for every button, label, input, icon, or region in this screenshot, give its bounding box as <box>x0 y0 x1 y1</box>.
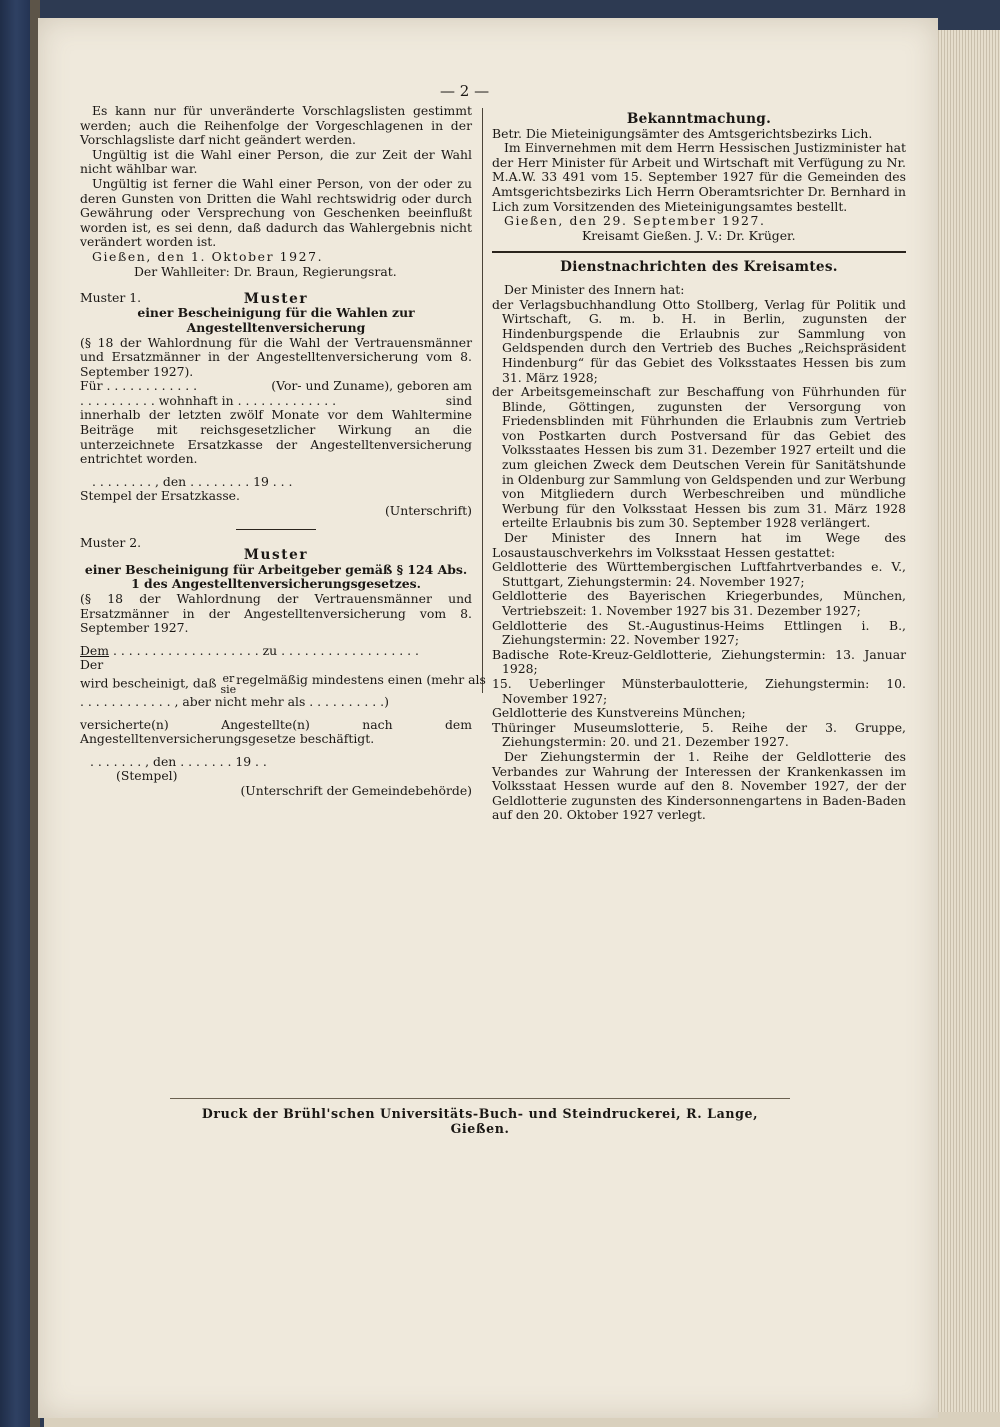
paragraph-invalid-1: Ungültig ist die Wahl einer Person, die zur Zeit der Wahl nicht wählbar war. <box>80 146 472 177</box>
lotterie-item-3: Geldlotterie des St.-Augustinus-Heims Ettlingen i. B., Ziehungstermin: 22. November 1927; <box>492 617 906 648</box>
aber-label: , aber nicht mehr als <box>174 693 306 709</box>
muster1-subtitle: einer Bescheinigung für die Wahlen zur Angestelltenversicherung <box>137 305 415 335</box>
muster2-date-line: . . . . . . . , den . . . . . . . 19 . . <box>90 753 267 769</box>
dienst-item-stollberg: der Verlagsbuchhandlung Otto Stollberg, Verlag für Politik und Wirtschaft, G. m. b. H. in Berlin, zugunsten der Hindenburgspende die Erlaubnis zur Sammlung von Geldspenden durch den Vertrieb des Buches „Reichspräsident Hindenburg“ für das Gebiet des Volksstaates Hessen bis zum 31. März 1928; <box>492 296 906 385</box>
dienstnachrichten-title: Dienstnachrichten des Kreisamtes. <box>560 259 838 276</box>
fuer-label: Für <box>80 378 103 394</box>
er-label: er <box>222 671 235 685</box>
left-column <box>80 103 486 799</box>
lotterie-item-1: Geldlotterie des Württembergischen Luftfahrtverbandes e. V., Stuttgart, Ziehungstermin: 24. November 1927; <box>492 559 906 589</box>
muster1-label: Muster 1. <box>80 290 142 306</box>
lotterie-intro: Der Minister des Innern hat im Wege des Losaustauschverkehrs im Volksstaat Hessen gestattet: <box>492 530 906 560</box>
muster2-unterschrift: (Unterschrift der Gemeindebehörde) <box>240 782 472 798</box>
bekanntmachung-betr: Betr. Die Mieteinigungsämter des Amtsgerichtsbezirks Lich. <box>492 125 873 141</box>
lotterie-item-7: Thüringer Museumslotterie, 5. Reihe der 3. Gruppe, Ziehungstermin: 20. und 21. Dezember 1927. <box>492 719 906 750</box>
ziehungstermin-final: Der Ziehungstermin der 1. Reihe der Geldlotterie des Verbandes zur Wahrung der Interessen der Krankenkassen im Volksstaat Hessen wurde auf den 8. November 1927, der der Geldlotterie zugunsten des Kindersonnengartens in Baden-Baden auf den 20. Oktober 1927 verlegt. <box>492 748 906 823</box>
muster2-stempel: (Stempel) <box>116 768 178 784</box>
dienst-item-fuehrhunde: der Arbeitsgemeinschaft zur Beschaffung von Führhunden für Blinde, Göttingen, zugunsten der Versorgung von Friedensblinden mit Führhunden die Erlaubnis zum Vertrieb von Postkarten durch Postversand für das Gebiet des Volksstaates Hessen bis zum 31. Dezember 1927 erteilt und die zum gleichen Zweck dem Deutschen Verein für Sanitätshunde in Oldenburg zur Sammlung von Geldspenden und zur Werbung von Mitgliedern durch Werbeschreiben und mündliche Werbung für den Volksstaat Hessen bis zum 31. März 1928 erteilte Erlaubnis bis zum 30. September 1928 verlängert. <box>492 384 906 531</box>
page-number: — 2 — <box>440 82 490 100</box>
muster2-wird-row <box>80 671 486 696</box>
name-label: (Vor- und Zuname), geboren am <box>271 378 472 394</box>
muster2-dem-row: Dem . . . . . . . . . . . . . . . . . . . zu . . . . . . . . . . . . . . . . . . <box>80 642 419 658</box>
muster2-reference: (§ 18 der Wahlordnung der Vertrauensmänner und Ersatzmänner in der Angestelltenversicherung vom 8. September 1927. <box>80 591 472 636</box>
wahlleiter-signature: Der Wahlleiter: Dr. Braun, Regierungsrat. <box>134 263 397 279</box>
wird-label: wird bescheinigt, daß <box>80 675 217 691</box>
sie-label: sie <box>220 682 237 696</box>
sind-label: sind <box>445 392 472 408</box>
muster2-label: Muster 2. <box>80 534 142 550</box>
wohnhaft-label: wohnhaft in <box>158 392 234 408</box>
muster1-unterschrift: (Unterschrift) <box>384 503 472 519</box>
muster-separator <box>236 529 316 530</box>
muster1-date-line: . . . . . . . . , den . . . . . . . . 19 . . . <box>92 473 293 489</box>
muster1-reference: (§ 18 der Wahlordnung für die Wahl der Vertrauensmänner und Ersatzmänner in der Angestelltenversicherung vom 8. September 1927). <box>80 334 472 379</box>
muster2-subtitle: einer Bescheinigung für Arbeitgeber gemäß § 124 Abs. 1 des Angestelltenversicherungsgesetzes. <box>84 561 468 592</box>
lotterie-item-6: Geldlotterie des Kunstvereins München; <box>492 705 746 721</box>
muster1-stempel: Stempel der Ersatzkasse. <box>80 488 240 504</box>
der-label: Der <box>80 657 104 673</box>
lotterie-item-4: Badische Rote-Kreuz-Geldlotterie, Ziehungstermin: 13. Januar 1928; <box>492 646 906 677</box>
paragraph-lists: Es kann nur für unveränderte Vorschlagslisten gestimmt werden; auch die Reihenfolge der Vorgeschlagenen in der Vorschlagsliste darf nicht geändert werden. <box>80 103 472 148</box>
muster2-body: versicherte(n) Angestellte(n) nach dem Angestelltenversicherungsgesetze beschäftigt. <box>80 716 472 747</box>
bekanntmachung-body: Im Einvernehmen mit dem Herrn Hessischen Justizminister hat der Herr Minister für Arbeit und Wirtschaft mit Verfügung zu Nr. M.A.W. 33 491 vom 15. September 1927 für die Gemeinden des Amtsgerichtsbezirks Lich Herrn Oberamtsrichter Dr. Bernhard in Lich zum Vorsitzenden des Mieteinigungsamtes bestellt. <box>492 140 906 214</box>
muster2-title: Muster <box>243 547 309 564</box>
muster1-body: innerhalb der letzten zwölf Monate vor dem Wahltermine Beiträge mit reichsgesetzlicher Wirkung an die unterzeichnete Ersatzkasse der Angestelltenversicherung entrichtet worden. <box>80 407 472 467</box>
footer-rule <box>170 1098 790 1099</box>
regel-label: regelmäßig mindestens einen (mehr als <box>236 671 486 687</box>
muster1-title: Muster <box>243 290 309 307</box>
muster1-fuer-row: Für . . . . . . . . . . . . (Vor- und Zuname), geboren am <box>80 378 472 394</box>
muster1-wohnhaft-row: . . . . . . . . . . wohnhaft in . . . . . . . . . . . . . sind <box>80 392 472 408</box>
dienst-intro: Der Minister des Innern hat: <box>504 281 685 297</box>
zu-label: zu <box>262 642 278 658</box>
section-rule <box>492 251 906 253</box>
page-edges <box>936 30 1000 1420</box>
bekanntmachung-date: Gießen, den 29. September 1927. <box>504 213 766 229</box>
right-column <box>492 112 906 823</box>
dem-label: Dem <box>80 642 110 658</box>
lotterie-item-2: Geldlotterie des Bayerischen Kriegerbundes, München, Vertriebszeit: 1. November 1927 bis 31. Dezember 1927; <box>492 588 906 618</box>
paragraph-invalid-2: Ungültig ist ferner die Wahl einer Person, von der oder zu deren Gunsten von Dritten die Wahl rechtswidrig oder durch Gewährung oder Versprechung von Geschenken beeinflußt worden ist, es sei denn, daß dadurch das Wahlergebnis nicht verändert worden ist. <box>80 175 472 250</box>
printer-imprint: Druck der Brühl'schen Universitäts-Buch- und Steindruckerei, R. Lange, Gießen. <box>201 1106 759 1136</box>
column-divider <box>482 108 483 693</box>
bekanntmachung-title: Bekanntmachung. <box>626 111 772 127</box>
bekanntmachung-signature: Kreisamt Gießen. J. V.: Dr. Krüger. <box>582 227 796 243</box>
lotterie-item-5: 15. Ueberlinger Münsterbaulotterie, Ziehungstermin: 10. November 1927; <box>492 675 906 706</box>
muster2-aber-row: . . . . . . . . . . . . , aber nicht mehr als . . . . . . . . . .) <box>80 693 389 709</box>
place-date: Gießen, den 1. Oktober 1927. <box>92 248 324 264</box>
